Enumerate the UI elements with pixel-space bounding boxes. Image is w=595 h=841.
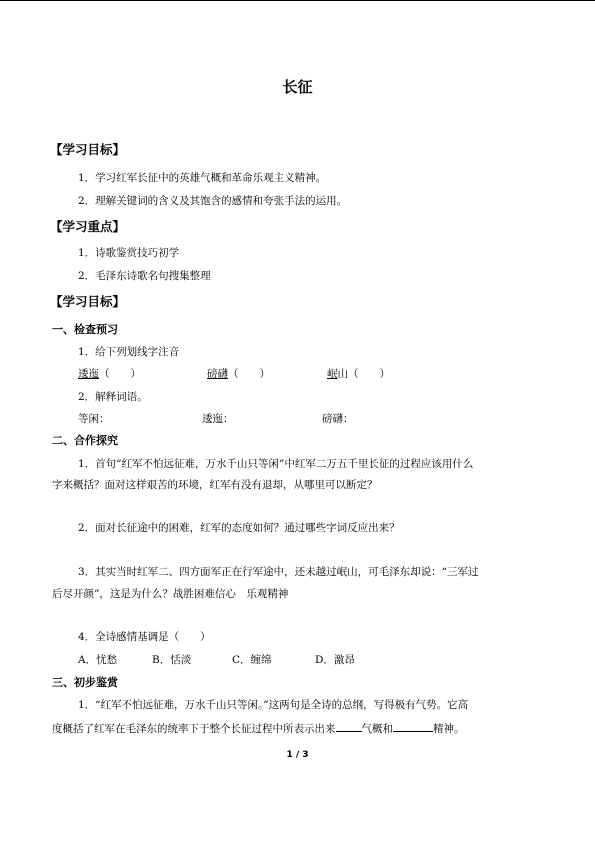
term-dengxian: 等闲： [78, 413, 110, 425]
focus-item-1: 1．诗歌鉴赏技巧初学 [78, 247, 180, 259]
part2-title: 二、合作探究 [52, 434, 118, 447]
part3-text-c: 精神。 [433, 723, 465, 735]
option-a: A．忧愁 [78, 654, 118, 666]
focus-item-2: 2．毛泽东诗歌名句搜集整理 [78, 270, 211, 282]
top-border [0, 0, 595, 1]
pinyin-word: 岷 [327, 368, 338, 380]
pinyin-word: 逶迤 [78, 368, 99, 380]
part2-q3-line2: 后尽开颜”，这是为什么？战胜困难信心 乐观精神 [52, 588, 289, 600]
term-pangbo: 磅礴： [322, 413, 354, 425]
part2-q2: 2．面对长征途中的困难，红军的态度如何？通过哪些字词反应出来？ [78, 522, 400, 534]
pinyin-item-3 [327, 366, 390, 381]
section-header-goals-2: 【学习目标】 [50, 294, 126, 309]
part3-text-b: 气概和 [361, 723, 393, 735]
part1-q1: 1．给下列划线字注音 [78, 346, 180, 358]
part2-q4: 4．全诗感情基调是（ ） [78, 631, 211, 643]
pinyin-word-rest: 山 [337, 368, 348, 380]
option-d: D．激昂 [315, 654, 355, 666]
pinyin-item-2 [207, 366, 270, 381]
page-title: 长征 [282, 78, 313, 96]
part3-q1-line1: 1．“红军不怕远征难，万水千山只等闲。”这两句是全诗的总纲，写得极有气势。它高 [78, 699, 469, 711]
section-header-focus: 【学习重点】 [50, 219, 126, 234]
part1-q2: 2．解释词语。 [78, 391, 148, 403]
pinyin-paren: （ ） [348, 368, 390, 380]
part3-title: 三、初步鉴赏 [52, 676, 118, 689]
part2-q3-line1: 3．其实当时红军二、四方面军正在行军途中，还未越过岷山，可毛泽东却说：“三军过 [78, 566, 479, 578]
part2-q1-line2: 字来概括？面对这样艰苦的环境，红军有没有退却，从哪里可以断定？ [52, 479, 378, 491]
goal-item-1: 1．学习红军长征中的英雄气概和革命乐观主义精神。 [78, 172, 327, 184]
part3-text-a: 度概括了红军在毛泽东的统率下于整个长征过程中所表示出来 [52, 723, 336, 735]
page-number: 1 / 3 [286, 750, 309, 760]
part3-q1-line2 [52, 719, 465, 736]
fill-blank-1[interactable] [336, 719, 362, 732]
part2-q1-line1: 1．首句“红军不怕远征难，万水千山只等闲”中红军二万五千里长征的过程应该用什么 [78, 458, 474, 470]
option-c: C．缠绵 [232, 654, 272, 666]
pinyin-word: 磅礴 [207, 368, 228, 380]
pinyin-paren: （ ） [228, 368, 270, 380]
section-header-goals: 【学习目标】 [50, 142, 126, 157]
term-weiyi: 逶迤： [202, 413, 234, 425]
goal-item-2: 2．理解关键词的含义及其饱含的感情和夸张手法的运用。 [78, 195, 348, 207]
pinyin-paren: （ ） [99, 368, 141, 380]
part1-title: 一、检查预习 [52, 323, 118, 336]
fill-blank-2[interactable] [393, 719, 433, 732]
pinyin-item-1 [78, 366, 141, 381]
option-b: B．恬淡 [152, 654, 192, 666]
